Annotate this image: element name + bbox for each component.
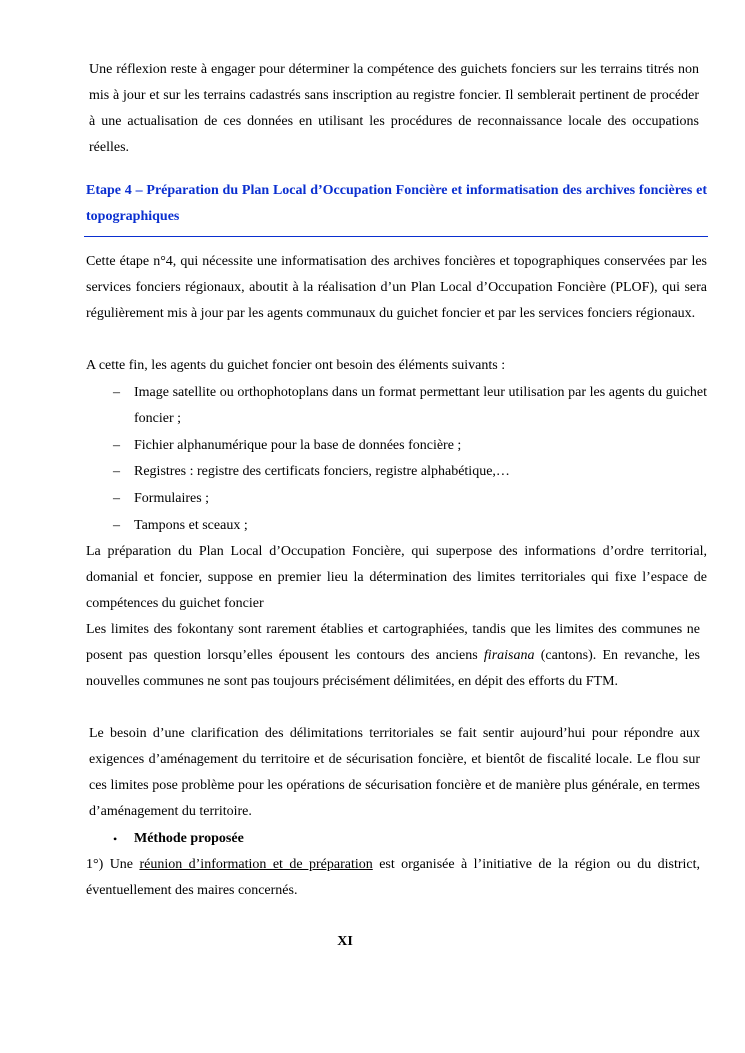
list-item-text: Image satellite ou orthophotoplans dans un format permettant leur utilisation par les agents du guichet foncier ; <box>134 385 707 426</box>
list-item <box>86 513 707 539</box>
dash-marker: – <box>113 464 120 479</box>
page-number: XI <box>337 934 353 949</box>
paragraph-limites-fokontany <box>86 617 700 695</box>
method-bullet <box>86 826 244 852</box>
paragraph-preparation-plof: La préparation du Plan Local d’Occupation Foncière, qui superpose des informations d’ordre territorial, domanial et foncier, suppose en premier lieu la détermination des limites territoriales qui fixe l’espace de compétences du guichet foncier <box>86 544 707 611</box>
fokontany-text-start: Les limites des fokontany sont rarement établies et cartographiées, tandis que les limites des communes ne posent pas question lorsqu’elles épousent les contours des anciens <box>86 622 700 663</box>
list-item <box>86 486 707 512</box>
paragraph-besoin-clarification: Le besoin d’une clarification des délimitations territoriales se fait sentir aujourd’hui pour répondre aux exigences d’aménagement du territoire et de sécurisation foncière, et bientôt de fiscalité locale. Le flou sur ces limites pose problème pour les opérations de sécurisation foncière et de manière plus générale, en termes d’aménagement du territoire. <box>89 726 700 819</box>
list-item <box>86 459 707 485</box>
fokontany-text-end: (cantons). En revanche, les nouvelles communes ne sont pas toujours précisément délimitées, en dépit des efforts du FTM. <box>86 648 700 689</box>
reunion-suffix: est organisée à l’initiative de la région ou du district, éventuellement des maires concernés. <box>86 857 700 898</box>
reunion-prefix: 1°) Une <box>86 857 140 872</box>
section-heading: Etape 4 – Préparation du Plan Local d’Occupation Foncière et informatisation des archives foncières et topographiques <box>86 183 707 224</box>
dash-marker: – <box>113 385 120 400</box>
dash-marker: – <box>113 518 120 533</box>
dash-marker: – <box>113 491 120 506</box>
bullet-marker: • <box>113 832 118 846</box>
list-item-text: Fichier alphanumérique pour la base de données foncière ; <box>134 438 462 453</box>
list-item-text: Formulaires ; <box>134 491 210 506</box>
firaisana-term: firaisana <box>483 648 535 663</box>
list-item-text: Tampons et sceaux ; <box>134 518 248 533</box>
reunion-underlined: réunion d’information et de préparation <box>139 857 373 872</box>
method-title: Méthode proposée <box>134 831 244 846</box>
list-item <box>86 380 707 432</box>
paragraph-a-cette-fin: A cette fin, les agents du guichet foncier ont besoin des éléments suivants : <box>86 358 506 373</box>
paragraph-etape-4: Cette étape n°4, qui nécessite une informatisation des archives foncières et topographiques conservées par les services fonciers régionaux, aboutit à la réalisation d’un Plan Local d’Occupation Foncière (PLOF), qui sera régulièrement mis à jour par les agents communaux du guichet foncier et par les services fonciers régionaux. <box>86 254 707 321</box>
paragraph-reunion <box>86 852 700 904</box>
list-item <box>86 433 707 459</box>
intro-paragraph: Une réflexion reste à engager pour déterminer la compétence des guichets fonciers sur les terrains titrés non mis à jour et sur les terrains cadastrés sans inscription au registre foncier. Il semblerait pertinent de procéder à une actualisation de ces données en utilisant les procédures de reconnaissance locale des occupations réelles. <box>89 62 699 155</box>
list-item-text: Registres : registre des certificats fonciers, registre alphabétique,… <box>134 464 510 479</box>
dash-marker: – <box>113 438 120 453</box>
heading-rule <box>84 236 708 237</box>
